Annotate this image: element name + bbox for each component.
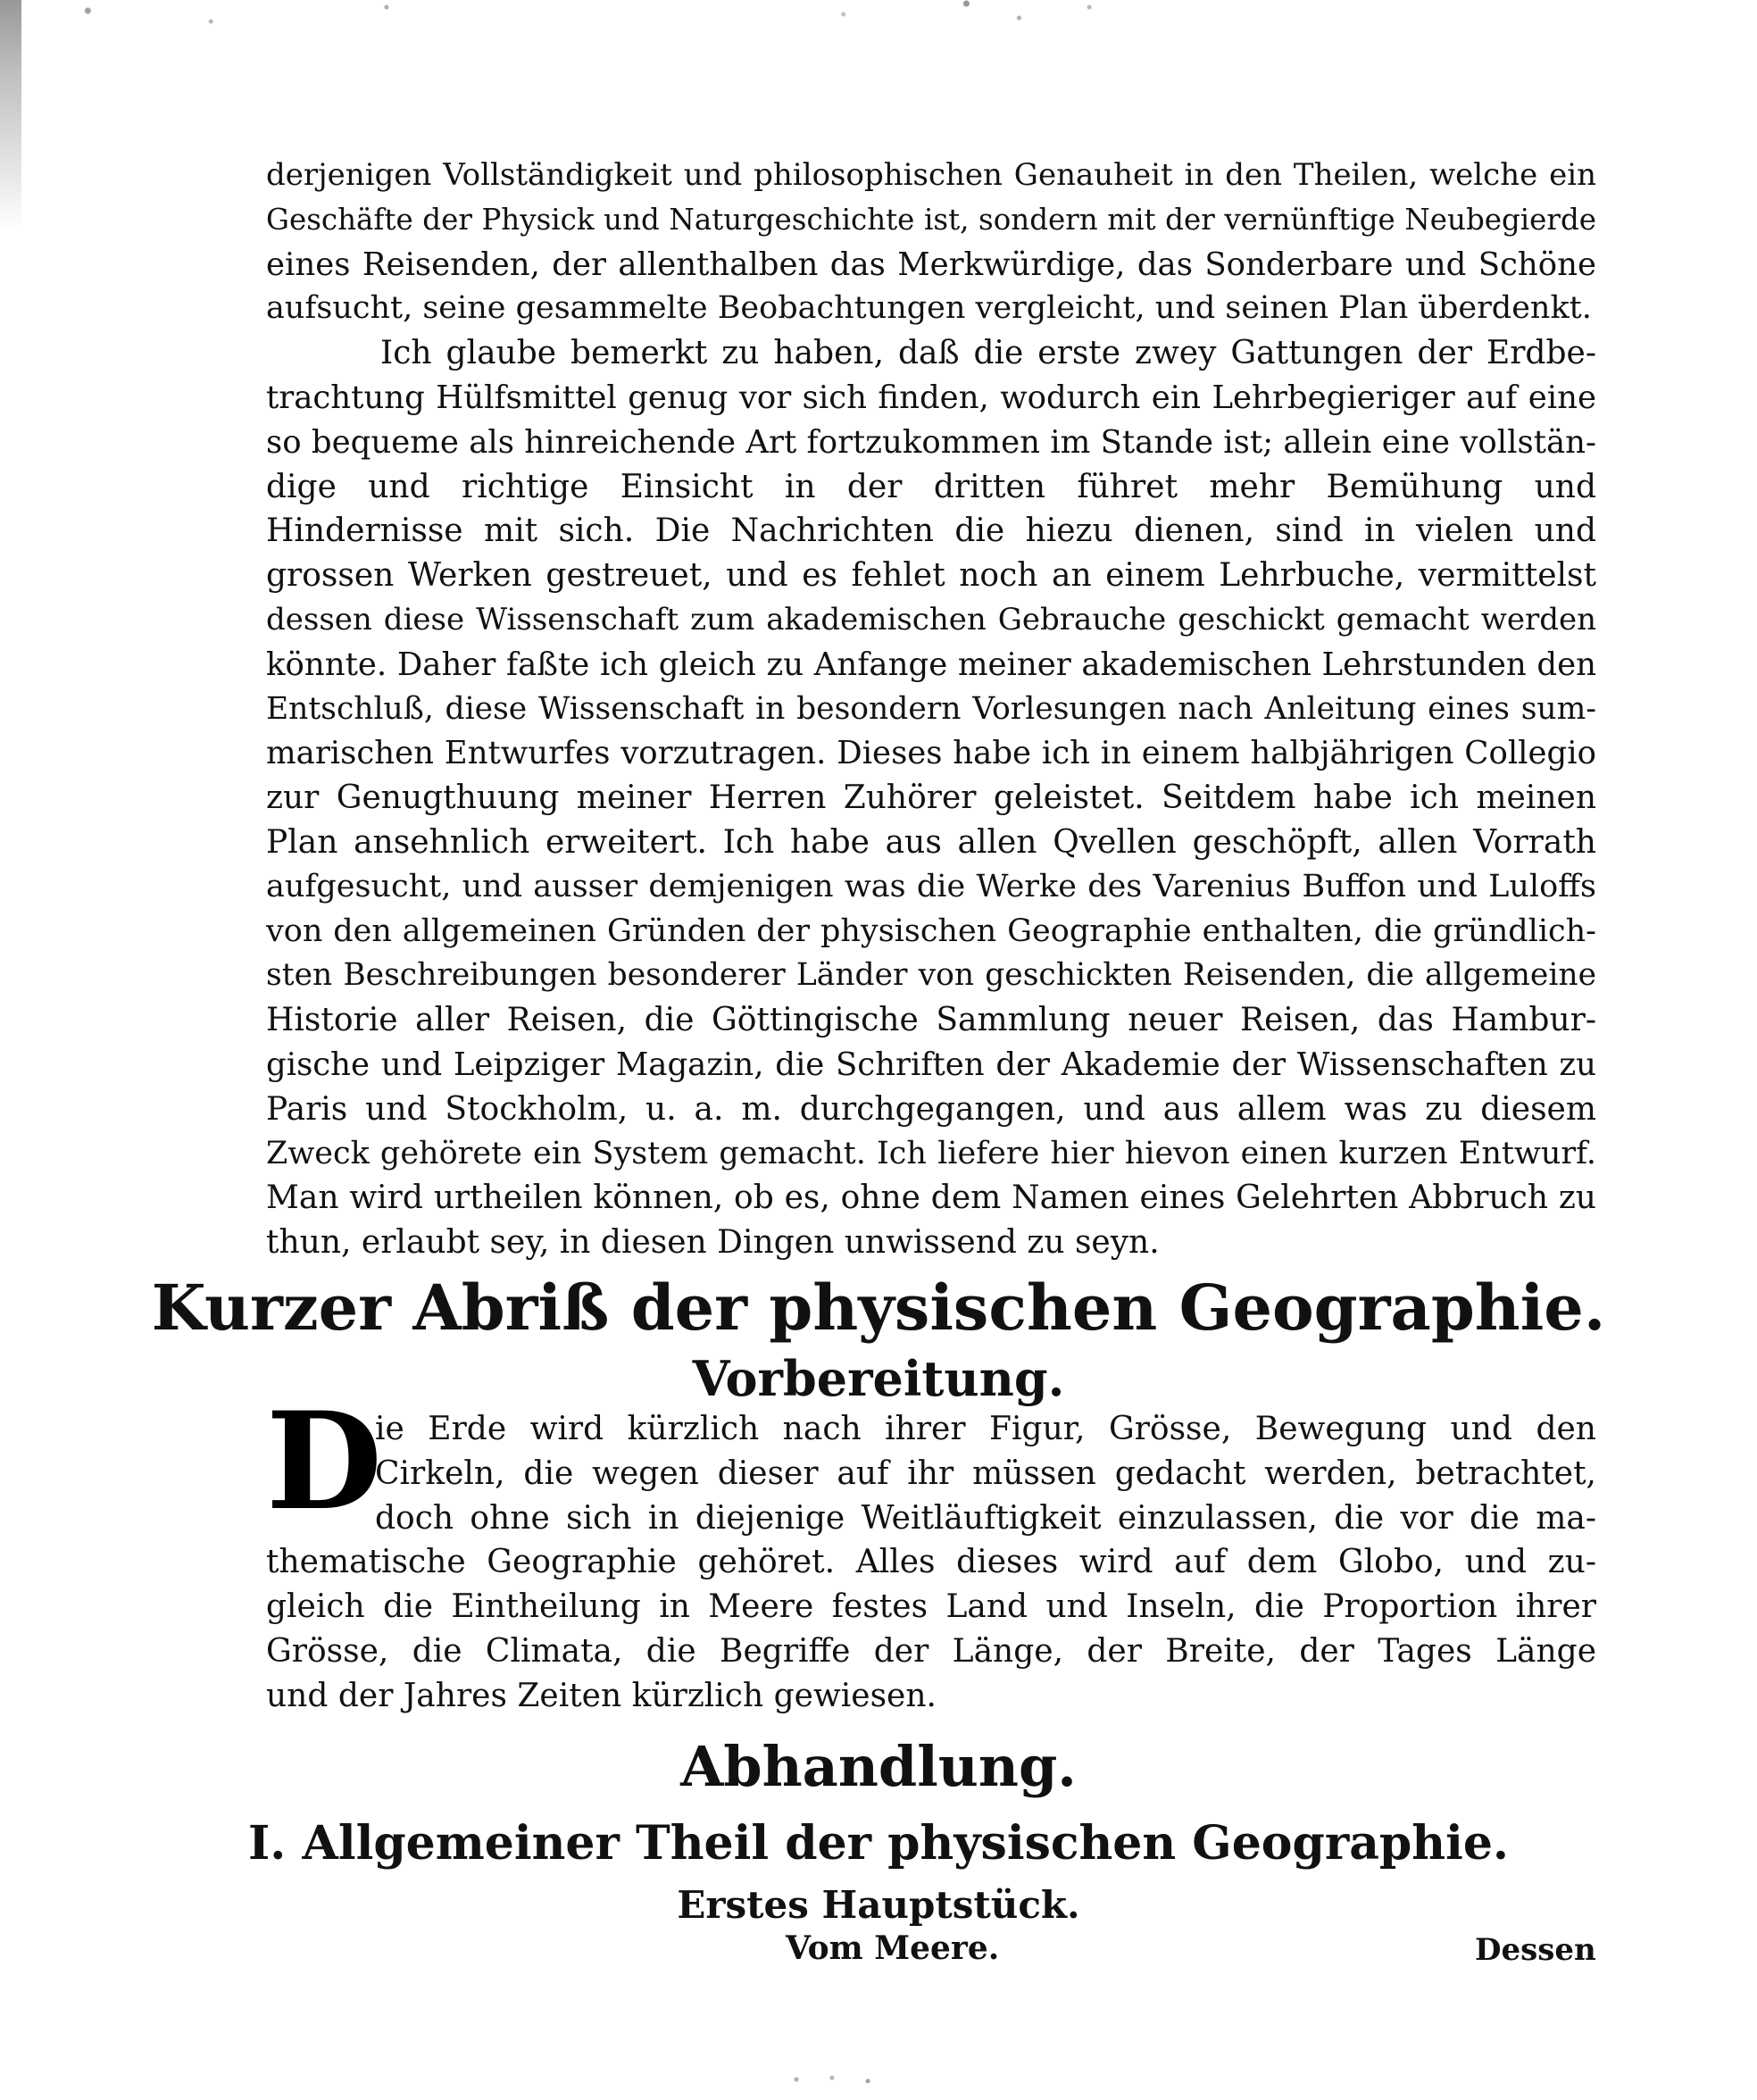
text-line: grossen Werken gestreuet, und es fehlet noch an einem Lehrbuche, vermittelst — [266, 557, 1596, 595]
page-edge-speckles — [0, 0, 1757, 36]
text-line: dige und richtige Einsicht in der dritten führet mehr Bemühung und — [266, 468, 1596, 505]
drop-cap: D — [266, 1383, 383, 1540]
text-line: Ich glaube bemerkt zu haben, daß die erste zwey Gattungen der Erdbe- — [380, 335, 1596, 372]
chapter-title: Erstes Hauptstück. — [677, 1883, 1080, 1927]
text-line: trachtung Hülfsmittel genug vor sich finden, wodurch ein Lehrbegieriger auf eine — [266, 379, 1596, 416]
text-line: thematische Geographie gehöret. Alles dieses wird auf dem Globo, und zu- — [266, 1544, 1596, 1581]
intro-text-block — [266, 154, 1596, 1265]
text-line: Cirkeln, die wegen dieser auf ihr müssen gedacht werden, betrachtet, — [375, 1454, 1596, 1492]
text-line: und der Jahres Zeiten kürzlich gewiesen. — [266, 1677, 937, 1714]
text-line: gleich die Eintheilung in Meere festes Land und Inseln, die Proportion ihrer — [266, 1588, 1596, 1626]
part-title: I. Allgemeiner Theil der physischen Geographie. — [247, 1816, 1510, 1871]
section-title: Abhandlung. — [680, 1734, 1077, 1799]
text-line: Geschäfte der Physick und Naturgeschichte ist, sondern mit der vernünftige Neubegierde — [266, 202, 1596, 237]
catchword: Dessen — [1475, 1932, 1596, 1968]
text-line: Zweck gehörete ein System gemacht. Ich liefere hier hievon einen kurzen Entwurf. — [266, 1135, 1596, 1171]
text-line: Entschluß, diese Wissenschaft in besondern Vorlesungen nach Anleitung eines sum- — [266, 690, 1596, 727]
subsection-title: Vom Meere. — [786, 1929, 1000, 1967]
text-line: aufgesucht, und ausser demjenigen was die Werke des Varenius Buffon und Luloffs — [266, 868, 1596, 904]
sub-title: Vorbereitung. — [692, 1350, 1065, 1407]
text-line: derjenigen Vollständigkeit und philosophischen Genauheit in den Theilen, welche ein — [266, 157, 1596, 193]
text-line: so bequeme als hinreichende Art fortzukommen im Stande ist; allein eine vollstän- — [266, 423, 1596, 461]
text-line: könnte. Daher faßte ich gleich zu Anfange meiner akademischen Lehrstunden den — [266, 646, 1596, 683]
text-line: Grösse, die Climata, die Begriffe der Länge, der Breite, der Tages Länge — [266, 1632, 1596, 1670]
text-line: zur Genugthuung meiner Herren Zuhörer geleistet. Seitdem habe ich meinen — [266, 779, 1596, 817]
text-line: sten Beschreibungen besonderer Länder von geschickten Reisenden, die allgemeine — [266, 957, 1596, 994]
preparation-text-block — [266, 1407, 1596, 1719]
text-line: gische und Leipziger Magazin, die Schriften der Akademie der Wissenschaften zu — [266, 1046, 1596, 1083]
text-line: Hindernisse mit sich. Die Nachrichten die hiezu dienen, sind in vielen und — [266, 512, 1596, 550]
page-edge-shadow — [0, 0, 21, 232]
text-line: aufsucht, seine gesammelte Beobachtungen vergleicht, und seinen Plan überdenkt. — [266, 290, 1592, 327]
text-line: Historie aller Reisen, die Göttingische Sammlung neuer Reisen, das Hambur- — [266, 1002, 1596, 1039]
text-line: doch ohne sich in diejenige Weitläuftigkeit einzulassen, die vor die ma- — [375, 1499, 1596, 1537]
main-title: Kurzer Abriß der physischen Geographie. — [151, 1271, 1606, 1345]
text-line: Plan ansehnlich erweitert. Ich habe aus allen Qvellen geschöpft, allen Vorrath — [266, 823, 1596, 861]
text-line: eines Reisenden, der allenthalben das Merkwürdige, das Sonderbare und Schöne — [266, 246, 1596, 283]
text-line: Paris und Stockholm, u. a. m. durchgegangen, und aus allem was zu diesem — [266, 1090, 1596, 1128]
page-edge-speckles-bottom — [768, 2071, 911, 2088]
text-line: thun, erlaubt sey, in diesen Dingen unwissend zu seyn. — [266, 1224, 1160, 1262]
text-line: marischen Entwurfes vorzutragen. Dieses habe ich in einem halbjährigen Collegio — [266, 735, 1596, 772]
text-line: dessen diese Wissenschaft zum akademischen Gebrauche geschickt gemacht werden — [266, 601, 1596, 638]
text-line: Man wird urtheilen können, ob es, ohne dem Namen eines Gelehrten Abbruch zu — [266, 1179, 1596, 1217]
text-line: ie Erde wird kürzlich nach ihrer Figur, Grösse, Bewegung und den — [375, 1411, 1596, 1447]
text-line: von den allgemeinen Gründen der physischen Geographie enthalten, die gründlich- — [266, 912, 1596, 949]
